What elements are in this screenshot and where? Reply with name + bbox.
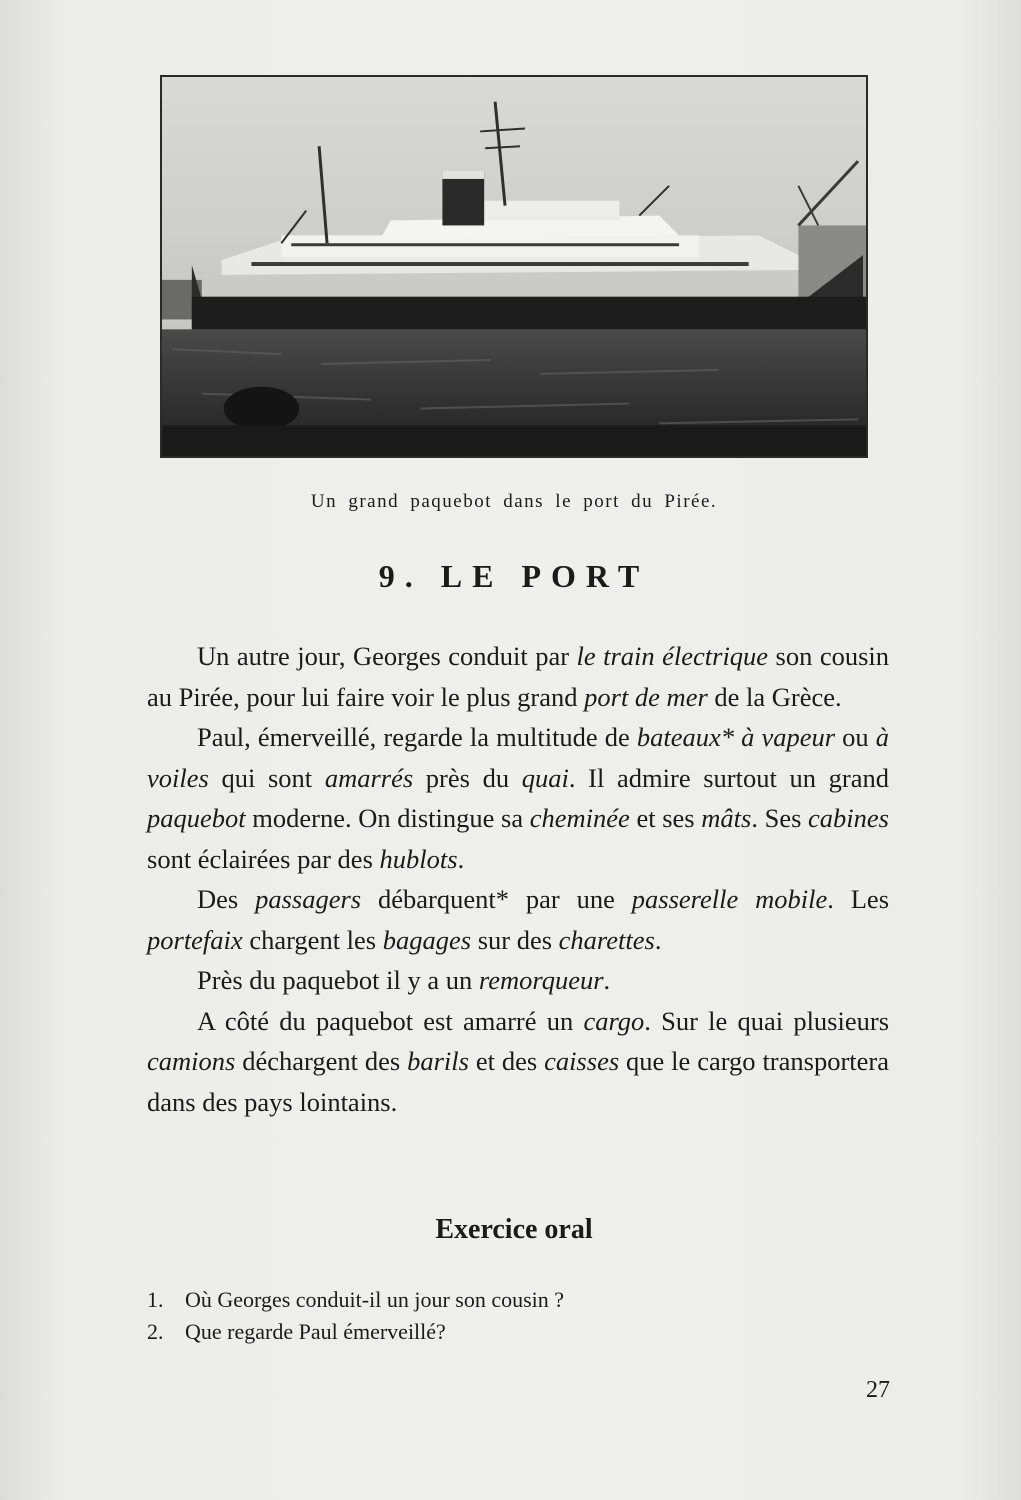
text-run: Un autre jour, Georges conduit par	[197, 641, 577, 671]
text-run: Près du paquebot il y a un	[197, 965, 479, 995]
italic-term: bagages	[382, 924, 472, 955]
italic-term: caisses	[544, 1046, 620, 1076]
italic-term: amarrés	[324, 762, 414, 793]
text-run: que le cargo transportera dans des pays lointains.	[147, 1046, 889, 1117]
question-item	[147, 1316, 867, 1348]
paragraph	[147, 879, 889, 960]
text-run: . Les	[827, 884, 890, 914]
italic-term: port de mer	[584, 681, 708, 712]
exercise-questions	[147, 1284, 867, 1348]
lesson-text	[147, 636, 889, 1122]
paragraph	[147, 960, 889, 1001]
italic-term: portefaix	[147, 924, 243, 955]
text-run: et ses	[629, 803, 702, 833]
text-run: .	[654, 924, 662, 955]
italic-term: charettes	[558, 924, 655, 955]
italic-term: passagers	[255, 884, 362, 914]
italic-term: mâts	[701, 803, 752, 833]
text-run: et des	[468, 1046, 545, 1076]
ship-photo	[160, 75, 868, 458]
italic-term: cabines	[808, 803, 889, 833]
text-run: son cousin au Pirée, pour lui faire voir le plus grand	[147, 641, 890, 712]
text-run: Paul, émerveillé, regarde la multitude de	[197, 722, 637, 752]
italic-term: cheminée	[529, 803, 630, 833]
text-run: Des	[197, 884, 256, 914]
italic-term: le train électrique	[576, 641, 769, 671]
text-run: A côté du paquebot est amarré un	[197, 1005, 584, 1036]
italic-term: quai	[521, 762, 569, 793]
text-run: près du	[413, 762, 522, 793]
text-run: . Sur le quai plusieurs	[644, 1005, 890, 1036]
italic-term: paquebot	[147, 803, 246, 833]
text-run: ou	[835, 722, 876, 752]
question-item	[147, 1284, 867, 1316]
question-text: Que regarde Paul émerveillé?	[185, 1319, 446, 1344]
italic-term: bateaux* à vapeur	[636, 722, 836, 752]
text-run: .	[457, 843, 465, 874]
text-run: de la Grèce.	[707, 681, 842, 712]
page-number: 27	[866, 1377, 890, 1403]
paragraph	[147, 636, 889, 717]
question-text: Où Georges conduit-il un jour son cousin ?	[185, 1287, 565, 1312]
paragraph	[147, 1001, 889, 1123]
steamship-photo-icon	[162, 77, 866, 456]
question-number: 1.	[147, 1287, 164, 1312]
photo-caption: Un grand paquebot dans le port du Pirée.	[310, 491, 718, 512]
italic-term: passerelle mobile	[631, 884, 828, 914]
italic-term: remorqueur	[478, 965, 604, 995]
text-run: chargent les	[242, 924, 383, 955]
text-run: .	[603, 965, 611, 995]
text-run: . Ses	[751, 803, 809, 833]
text-run: sont éclairées par des	[147, 843, 380, 874]
text-run: . Il admire surtout un grand	[568, 762, 889, 793]
paragraph	[147, 717, 889, 879]
italic-term: à voiles	[147, 722, 889, 793]
italic-term: camions	[147, 1046, 236, 1076]
italic-term: hublots	[379, 843, 458, 874]
italic-term: cargo	[583, 1005, 645, 1036]
text-run: sur des	[471, 924, 559, 955]
text-run: qui sont	[208, 762, 325, 793]
exercise-title: Exercice oral	[435, 1214, 593, 1245]
text-run: moderne. On distingue sa	[245, 803, 530, 833]
italic-term: barils	[407, 1046, 469, 1076]
text-run: débarquent* par une	[361, 884, 632, 914]
lesson-title: 9. LE PORT	[378, 558, 650, 594]
text-run: déchargent des	[235, 1046, 408, 1076]
question-number: 2.	[147, 1319, 164, 1344]
